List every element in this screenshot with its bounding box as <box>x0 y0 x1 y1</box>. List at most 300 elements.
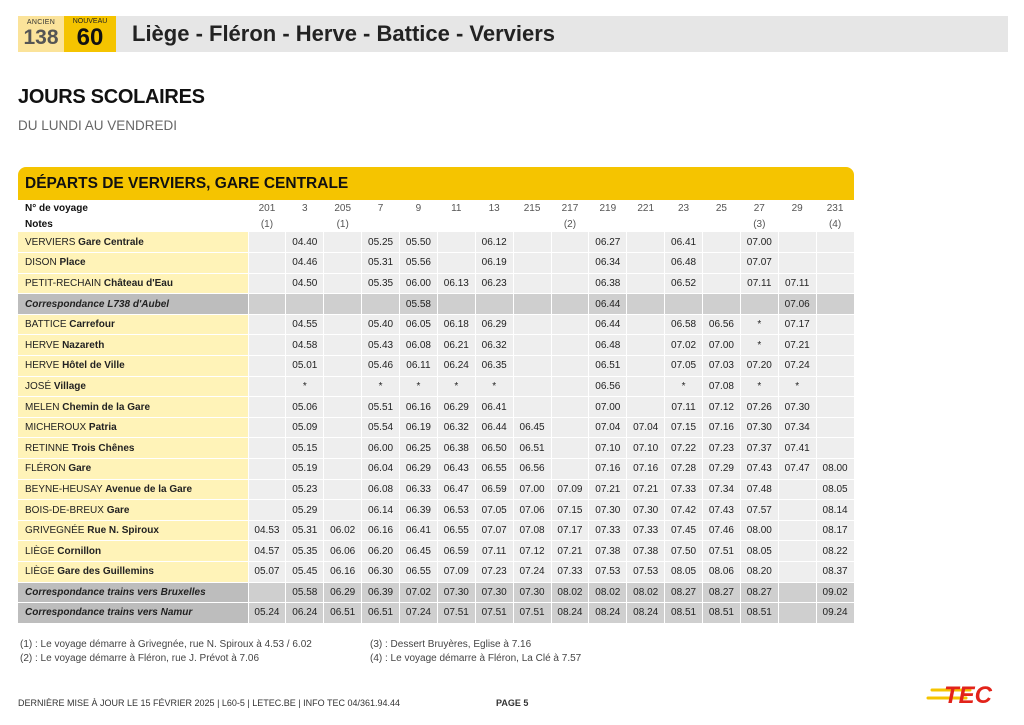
departure-time: 07.23 <box>475 562 513 583</box>
departure-time: 07.38 <box>589 541 627 562</box>
departure-time: 06.29 <box>475 314 513 335</box>
departure-time: 08.02 <box>627 582 665 603</box>
departure-time: 05.23 <box>286 479 324 500</box>
departure-time: 07.46 <box>703 520 741 541</box>
departure-time <box>778 582 816 603</box>
tec-logo-text: TEC <box>944 682 992 709</box>
connection-row <box>18 582 854 603</box>
departure-time: 07.48 <box>740 479 778 500</box>
trip-note <box>627 216 665 232</box>
departure-time <box>551 273 589 294</box>
stop-city: MELEN <box>25 401 60 413</box>
trip-number: 231 <box>816 200 854 216</box>
stop-city: PETIT-RECHAIN <box>25 277 102 289</box>
stop-place: Nazareth <box>62 339 105 351</box>
departure-time: 09.02 <box>816 582 854 603</box>
departure-time <box>248 417 286 438</box>
notes-left <box>20 638 312 666</box>
stop-name <box>18 232 248 253</box>
old-line-label: ANCIEN <box>26 19 56 26</box>
departure-time: * <box>362 376 400 397</box>
connection-row <box>18 603 854 624</box>
departure-time <box>324 417 362 438</box>
departure-time: 07.33 <box>627 520 665 541</box>
departure-time: 06.44 <box>589 294 627 315</box>
departure-time: 06.44 <box>589 314 627 335</box>
departure-time <box>248 253 286 274</box>
stop-place: Gare <box>106 504 130 516</box>
old-line-badge <box>18 16 64 52</box>
departure-time: 08.05 <box>740 541 778 562</box>
departure-time <box>816 397 854 418</box>
trip-number: 215 <box>513 200 551 216</box>
departure-time: 05.40 <box>362 314 400 335</box>
departure-time: 07.20 <box>740 356 778 377</box>
connection-row <box>18 294 854 315</box>
departure-time <box>551 438 589 459</box>
page-number: PAGE 5 <box>496 698 529 708</box>
departure-time: 07.07 <box>740 253 778 274</box>
stop-name <box>18 459 248 480</box>
departure-time: 07.43 <box>703 500 741 521</box>
departure-time: 07.34 <box>778 417 816 438</box>
trip-number: 9 <box>400 200 438 216</box>
departure-time: 07.30 <box>778 397 816 418</box>
departure-time: 06.50 <box>475 438 513 459</box>
departure-time: 06.00 <box>362 438 400 459</box>
departure-time: 07.30 <box>589 500 627 521</box>
departure-time <box>513 397 551 418</box>
connection-label: Correspondance L738 d'Aubel <box>25 298 170 310</box>
trip-note: (3) <box>740 216 778 232</box>
trip-number: 25 <box>703 200 741 216</box>
departure-time: * <box>286 376 324 397</box>
departure-time <box>248 294 286 315</box>
departure-time: 06.25 <box>400 438 438 459</box>
departure-time <box>248 582 286 603</box>
stop-city: LIÈGE <box>25 545 55 557</box>
departure-time: 08.51 <box>665 603 703 624</box>
notes-right <box>370 638 581 666</box>
departure-time: 05.29 <box>286 500 324 521</box>
departure-time <box>324 500 362 521</box>
departure-time: 07.12 <box>513 541 551 562</box>
departure-time: 07.04 <box>627 417 665 438</box>
stop-place: Avenue de la Gare <box>105 483 193 495</box>
departure-time: 06.29 <box>437 397 475 418</box>
departure-time: 06.05 <box>400 314 438 335</box>
departure-time: 06.45 <box>400 541 438 562</box>
departure-time: 07.30 <box>627 500 665 521</box>
departure-time: 04.50 <box>286 273 324 294</box>
stop-place: Carrefour <box>69 319 115 331</box>
stop-city: BOIS-DE-BREUX <box>25 504 104 516</box>
departure-time: 06.56 <box>703 314 741 335</box>
departure-time <box>475 294 513 315</box>
departure-time <box>248 314 286 335</box>
departure-time <box>248 479 286 500</box>
departure-time: 04.46 <box>286 253 324 274</box>
departure-time <box>778 541 816 562</box>
stop-name <box>18 541 248 562</box>
departure-time: 07.30 <box>513 582 551 603</box>
departure-time: 06.34 <box>589 253 627 274</box>
departure-time: 06.08 <box>362 479 400 500</box>
stop-city: BATTICE <box>25 319 67 331</box>
stop-name <box>18 562 248 583</box>
departure-time: 05.35 <box>362 273 400 294</box>
departure-time: 06.51 <box>324 603 362 624</box>
stop-place: Chemin de la Gare <box>62 401 151 413</box>
trip-number-label: N° de voyage <box>18 200 248 216</box>
departure-time: 05.09 <box>286 417 324 438</box>
departure-time: 07.30 <box>740 417 778 438</box>
departure-time <box>778 520 816 541</box>
departure-time <box>665 294 703 315</box>
departure-time <box>778 253 816 274</box>
stop-place: Gare Centrale <box>78 236 144 248</box>
trip-number: 205 <box>324 200 362 216</box>
departure-time: 06.29 <box>324 582 362 603</box>
departure-time <box>627 376 665 397</box>
trip-note <box>589 216 627 232</box>
departure-time <box>513 253 551 274</box>
departure-time: 06.16 <box>400 397 438 418</box>
trip-note <box>665 216 703 232</box>
departure-time <box>703 253 741 274</box>
departure-time: 07.16 <box>703 417 741 438</box>
departure-time: 06.51 <box>362 603 400 624</box>
stop-name <box>18 253 248 274</box>
departure-time: 07.26 <box>740 397 778 418</box>
departure-time <box>551 314 589 335</box>
old-line-number: 138 <box>23 26 59 49</box>
departure-time: 08.37 <box>816 562 854 583</box>
departure-time: 06.48 <box>665 253 703 274</box>
departure-time: 07.08 <box>703 376 741 397</box>
departure-time <box>816 335 854 356</box>
departure-time <box>551 376 589 397</box>
departure-time: 07.34 <box>703 479 741 500</box>
departure-time: 08.05 <box>665 562 703 583</box>
departure-time <box>286 294 324 315</box>
departure-time: 05.43 <box>362 335 400 356</box>
departure-time: 06.19 <box>475 253 513 274</box>
departure-time: 07.53 <box>589 562 627 583</box>
timetable-title: DÉPARTS DE VERVIERS, GARE CENTRALE <box>25 175 349 192</box>
departure-time <box>627 314 665 335</box>
departure-time: 07.02 <box>400 582 438 603</box>
trip-note <box>286 216 324 232</box>
departure-time: 06.55 <box>400 562 438 583</box>
new-line-number: 60 <box>76 24 104 51</box>
stop-row <box>18 438 854 459</box>
departure-time <box>248 232 286 253</box>
departure-time <box>248 273 286 294</box>
departure-time: 06.24 <box>286 603 324 624</box>
departure-time: 08.22 <box>816 541 854 562</box>
departure-time: 04.53 <box>248 520 286 541</box>
stop-row <box>18 417 854 438</box>
departure-time <box>703 273 741 294</box>
trip-number: 29 <box>778 200 816 216</box>
trip-number: 201 <box>248 200 286 216</box>
trip-number: 221 <box>627 200 665 216</box>
departure-time: 06.13 <box>437 273 475 294</box>
departure-time <box>816 376 854 397</box>
stop-row <box>18 541 854 562</box>
departure-time: 07.50 <box>665 541 703 562</box>
departure-time: 07.37 <box>740 438 778 459</box>
departure-time: 07.41 <box>778 438 816 459</box>
departure-time <box>816 273 854 294</box>
departure-time: 06.55 <box>475 459 513 480</box>
stop-city: HERVE <box>25 339 60 351</box>
departure-time: 06.08 <box>400 335 438 356</box>
departure-time: 06.41 <box>475 397 513 418</box>
departure-time: 07.28 <box>665 459 703 480</box>
departure-time <box>627 232 665 253</box>
departure-time <box>778 603 816 624</box>
departure-time: 07.12 <box>703 397 741 418</box>
departure-time: 07.21 <box>589 479 627 500</box>
departure-time: 07.02 <box>665 335 703 356</box>
departure-time <box>627 356 665 377</box>
departure-time: 07.03 <box>703 356 741 377</box>
section-title: JOURS SCOLAIRES <box>18 86 205 108</box>
departure-time: 07.00 <box>740 232 778 253</box>
departure-time: 07.43 <box>740 459 778 480</box>
departure-time: 06.27 <box>589 232 627 253</box>
departure-time: 06.16 <box>362 520 400 541</box>
stop-row <box>18 314 854 335</box>
departure-time: 06.53 <box>437 500 475 521</box>
stop-row <box>18 232 854 253</box>
timetable-header <box>18 167 854 200</box>
departure-time: 06.23 <box>475 273 513 294</box>
departure-time: 07.21 <box>551 541 589 562</box>
departure-time <box>627 294 665 315</box>
departure-time <box>778 562 816 583</box>
stop-name <box>18 500 248 521</box>
departure-time: 07.11 <box>740 273 778 294</box>
line-title: Liège - Fléron - Herve - Battice - Verviers <box>132 21 556 46</box>
departure-time <box>248 397 286 418</box>
departure-time <box>627 253 665 274</box>
departure-time <box>362 294 400 315</box>
stop-row <box>18 397 854 418</box>
tec-logo-icon <box>926 676 1006 712</box>
departure-time: 06.45 <box>513 417 551 438</box>
departure-time: 07.00 <box>589 397 627 418</box>
stop-name <box>18 397 248 418</box>
departure-time <box>551 356 589 377</box>
departure-time: 06.30 <box>362 562 400 583</box>
departure-time: 05.56 <box>400 253 438 274</box>
departure-time <box>437 232 475 253</box>
trip-number: 23 <box>665 200 703 216</box>
departure-time: 05.45 <box>286 562 324 583</box>
stop-place: Place <box>59 257 86 269</box>
departure-time: 08.51 <box>703 603 741 624</box>
departure-time <box>437 294 475 315</box>
trip-number: 3 <box>286 200 324 216</box>
departure-time: 06.12 <box>475 232 513 253</box>
departure-time: 07.16 <box>627 459 665 480</box>
departure-time: 05.50 <box>400 232 438 253</box>
stop-city: BEYNE-HEUSAY <box>25 483 103 495</box>
departure-time: 05.35 <box>286 541 324 562</box>
departure-time <box>816 356 854 377</box>
departure-time: 06.55 <box>437 520 475 541</box>
stop-place: Gare des Guillemins <box>57 566 154 578</box>
trip-number: 7 <box>362 200 400 216</box>
departure-time <box>513 294 551 315</box>
trip-note: (4) <box>816 216 854 232</box>
trip-note <box>362 216 400 232</box>
departure-time: 07.57 <box>740 500 778 521</box>
departure-time <box>703 294 741 315</box>
departure-time: 06.56 <box>513 459 551 480</box>
trip-notes-label: Notes <box>18 216 248 232</box>
footer-info: DERNIÈRE MISE À JOUR LE 15 FÉVRIER 2025 | L60-5 | LETEC.BE | INFO TEC 04/361.94.44 <box>18 698 400 708</box>
departure-time: 08.27 <box>740 582 778 603</box>
stop-city: VERVIERS <box>25 236 76 248</box>
departure-time: 06.58 <box>665 314 703 335</box>
departure-time: 08.14 <box>816 500 854 521</box>
departure-time: 07.51 <box>475 603 513 624</box>
departure-time: 06.21 <box>437 335 475 356</box>
departure-time: 06.16 <box>324 562 362 583</box>
stop-place: Rue N. Spiroux <box>87 525 159 537</box>
stop-row <box>18 479 854 500</box>
departure-time: * <box>437 376 475 397</box>
departure-time: 08.05 <box>816 479 854 500</box>
stop-name <box>18 356 248 377</box>
departure-time: 07.51 <box>703 541 741 562</box>
trip-note: (2) <box>551 216 589 232</box>
departure-time: 07.17 <box>551 520 589 541</box>
new-line-label: NOUVEAU <box>72 18 108 25</box>
departure-time: 07.09 <box>437 562 475 583</box>
departure-time: 08.24 <box>627 603 665 624</box>
departure-time: 09.24 <box>816 603 854 624</box>
stop-city: MICHEROUX <box>25 422 87 434</box>
departure-time <box>324 294 362 315</box>
departure-time: 07.05 <box>665 356 703 377</box>
departure-time: 07.33 <box>665 479 703 500</box>
departure-time <box>324 397 362 418</box>
departure-time: * <box>740 376 778 397</box>
departure-time: 07.24 <box>400 603 438 624</box>
departure-time <box>816 314 854 335</box>
departure-time: 07.21 <box>778 335 816 356</box>
stop-name <box>18 520 248 541</box>
departure-time <box>778 479 816 500</box>
note-1: (1) : Le voyage démarre à Grivegnée, rue N. Spiroux à 4.53 / 6.02 <box>20 639 312 650</box>
departure-time: 07.42 <box>665 500 703 521</box>
departure-time: 05.07 <box>248 562 286 583</box>
departure-time: 06.39 <box>400 500 438 521</box>
departure-time: 06.20 <box>362 541 400 562</box>
departure-time: 05.06 <box>286 397 324 418</box>
departure-time <box>816 294 854 315</box>
trip-number-row <box>18 200 854 216</box>
trip-number: 217 <box>551 200 589 216</box>
departure-time: 07.15 <box>551 500 589 521</box>
departure-time: 06.48 <box>589 335 627 356</box>
departure-time <box>627 335 665 356</box>
departure-time: 06.19 <box>400 417 438 438</box>
departure-time: 05.24 <box>248 603 286 624</box>
trip-note <box>475 216 513 232</box>
departure-time: 05.25 <box>362 232 400 253</box>
departure-time <box>551 294 589 315</box>
note-4: (4) : Le voyage démarre à Fléron, La Clé à 7.57 <box>370 653 582 664</box>
departure-time: 06.56 <box>589 376 627 397</box>
departure-time <box>778 232 816 253</box>
departure-time: 05.46 <box>362 356 400 377</box>
departure-time <box>324 479 362 500</box>
trip-number: 27 <box>740 200 778 216</box>
departure-time: 05.58 <box>286 582 324 603</box>
departure-time <box>248 356 286 377</box>
departure-time: 06.59 <box>475 479 513 500</box>
departure-time: 06.47 <box>437 479 475 500</box>
departure-time: 07.38 <box>627 541 665 562</box>
stop-city: GRIVEGNÉE <box>25 525 85 537</box>
trip-note: (1) <box>324 216 362 232</box>
trip-note <box>400 216 438 232</box>
connection-label: Correspondance trains vers Namur <box>25 607 193 619</box>
stop-row <box>18 520 854 541</box>
departure-time <box>551 459 589 480</box>
departure-time: 06.29 <box>400 459 438 480</box>
stop-name <box>18 335 248 356</box>
trip-note <box>703 216 741 232</box>
departure-time: 06.43 <box>437 459 475 480</box>
departure-time: 07.30 <box>475 582 513 603</box>
departure-time: 06.11 <box>400 356 438 377</box>
stop-row <box>18 253 854 274</box>
departure-time <box>437 253 475 274</box>
departure-time <box>816 253 854 274</box>
departure-time: 08.51 <box>740 603 778 624</box>
timetable <box>18 200 855 624</box>
departure-time <box>324 253 362 274</box>
departure-time <box>324 314 362 335</box>
departure-time <box>324 273 362 294</box>
departure-time: 08.24 <box>589 603 627 624</box>
departure-time <box>248 500 286 521</box>
departure-time: 04.58 <box>286 335 324 356</box>
stop-name <box>18 273 248 294</box>
departure-time: 04.40 <box>286 232 324 253</box>
departure-time: 06.06 <box>324 541 362 562</box>
departure-time <box>627 397 665 418</box>
departure-time: 08.20 <box>740 562 778 583</box>
departure-time: 08.02 <box>589 582 627 603</box>
departure-time: 07.33 <box>551 562 589 583</box>
departure-time: 07.45 <box>665 520 703 541</box>
departure-time: 08.27 <box>703 582 741 603</box>
departure-time: 07.53 <box>627 562 665 583</box>
departure-time: 07.16 <box>589 459 627 480</box>
departure-time <box>324 356 362 377</box>
departure-time: 07.08 <box>513 520 551 541</box>
stop-city: FLÉRON <box>25 463 66 475</box>
departure-time: 07.04 <box>589 417 627 438</box>
